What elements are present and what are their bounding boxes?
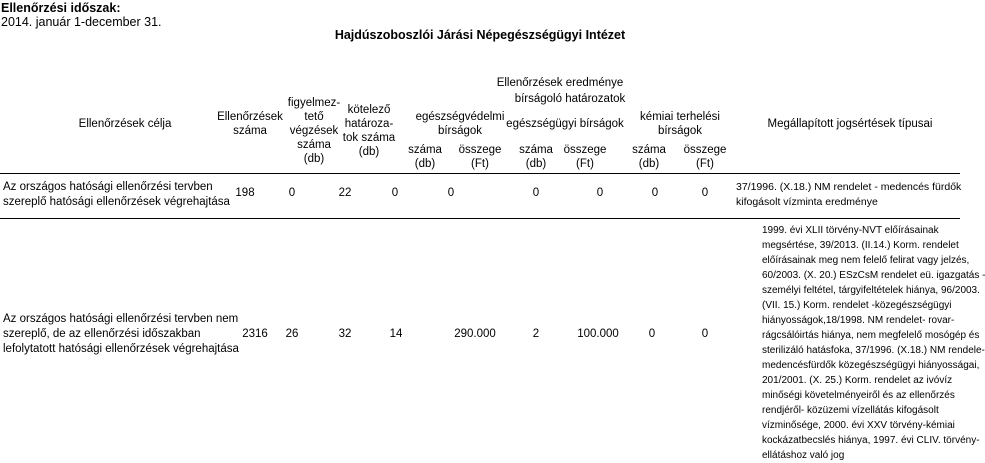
row-value: 2316 [242,328,268,340]
col-findings-header: Megállapított jogsértések típusai [767,118,933,130]
period-label: Ellenőrzési időszak: [1,1,121,15]
row-value: 22 [338,187,352,199]
row-value: 0 [532,187,540,199]
row-value: 198 [235,187,255,199]
row-value: 0 [701,328,709,340]
results-group-header: Ellenőrzések eredménye [496,77,624,89]
institute-title: Hajdúszoboszlói Járási Népegészségügyi Intézet [334,28,626,42]
header-rule [0,173,960,174]
row-value: 0 [701,187,709,199]
row-value: 0 [288,187,296,199]
health-care-header: egészségügyi bírságok [506,118,624,130]
row-value: 0 [447,187,455,199]
row-value: 26 [285,328,299,340]
row-value: 0 [648,328,656,340]
row-separator [0,218,960,219]
row-value: 0 [596,187,604,199]
row-value: 100.000 [577,328,619,340]
row-value: 2 [532,328,540,340]
row-value: 32 [338,328,352,340]
row-value: 0 [651,187,659,199]
row-value: 0 [391,187,399,199]
row-value: 290.000 [454,328,496,340]
period-value: 2014. január 1-december 31. [1,15,162,29]
row-value: 14 [389,328,403,340]
col-purpose-header: Ellenőrzések célja [78,118,172,130]
fine-decisions-header: bírságoló határozatok [514,93,626,105]
